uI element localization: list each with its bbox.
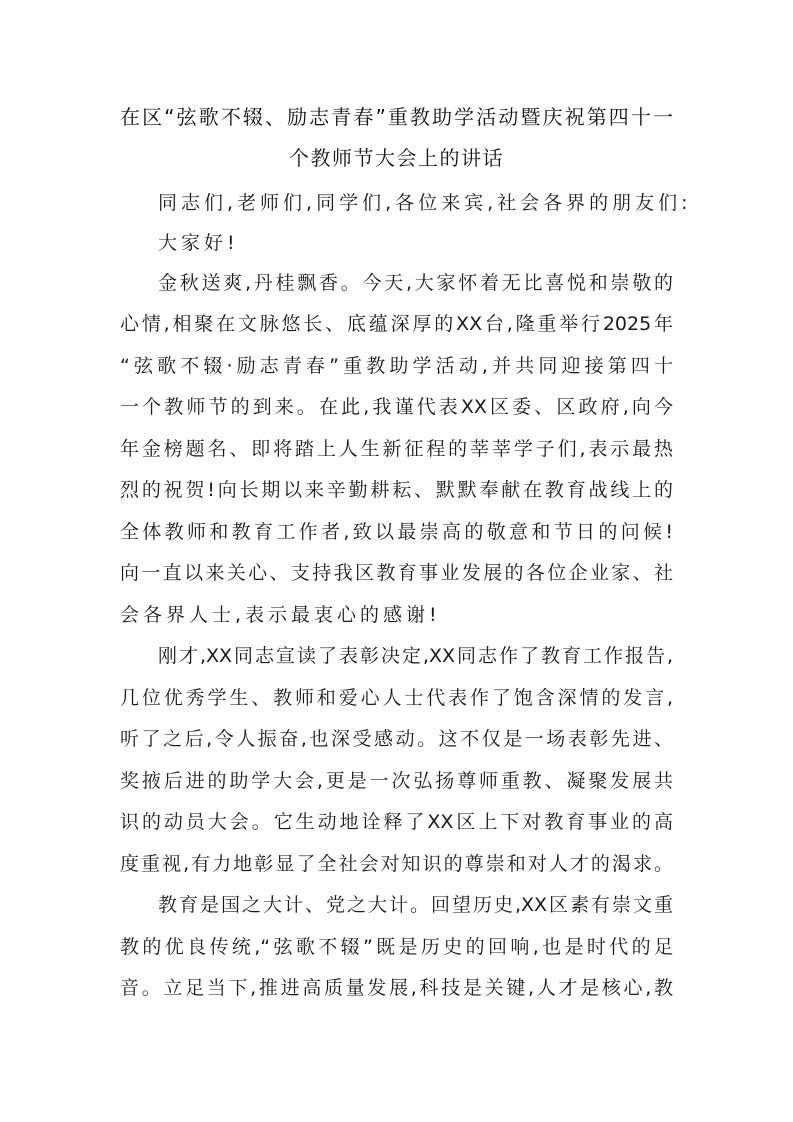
paragraph-line: 教育是国之大计、党之大计。回望历史,XX区素有崇文重 xyxy=(158,894,673,916)
paragraph-line: 心情,相聚在文脉悠长、底蕴深厚的XX台,隆重举行2025年 xyxy=(120,313,673,335)
document-title-line-1: 在区“弦歌不辍、励志青春”重教助学活动暨庆祝第四十一 xyxy=(120,105,673,129)
paragraph-line: 奖掖后进的助学大会,更是一次弘扬尊师重教、凝聚发展共 xyxy=(120,770,673,792)
paragraph-line: 金秋送爽,丹桂飘香。今天,大家怀着无比喜悦和崇敬的 xyxy=(158,272,673,294)
paragraph-line: “弦歌不辍·励志青春”重教助学活动,并共同迎接第四十 xyxy=(120,355,673,377)
paragraph-line: 烈的祝贺!向长期以来辛勤耕耘、默默奉献在教育战线上的 xyxy=(120,479,673,501)
greeting-line: 大家好! xyxy=(158,232,239,254)
paragraph-line: 刚才,XX同志宣读了表彰决定,XX同志作了教育工作报告, xyxy=(158,645,673,667)
document-title-line-2: 个教师节大会上的讲话 xyxy=(289,146,504,170)
paragraph-line: 音。立足当下,推进高质量发展,科技是关键,人才是核心,教 xyxy=(120,977,673,999)
paragraph-line: 全体教师和教育工作者,致以最崇高的敬意和节日的问候! xyxy=(120,521,673,543)
paragraph-line: 年金榜题名、即将踏上人生新征程的莘莘学子们,表示最热 xyxy=(120,438,673,460)
paragraph-line: 度重视,有力地彰显了全社会对知识的尊崇和对人才的渴求。 xyxy=(120,853,673,875)
paragraph-line: 向一直以来关心、支持我区教育事业发展的各位企业家、社 xyxy=(120,562,673,584)
paragraph-line: 教的优良传统,“弦歌不辍”既是历史的回响,也是时代的足 xyxy=(120,936,673,958)
paragraph-line: 识的动员大会。它生动地诠释了XX区上下对教育事业的高 xyxy=(120,811,673,833)
salutation-line: 同志们,老师们,同学们,各位来宾,社会各界的朋友们: xyxy=(158,192,692,214)
paragraph-line: 一个教师节的到来。在此,我谨代表XX区委、区政府,向今 xyxy=(120,396,673,418)
paragraph-line: 几位优秀学生、教师和爱心人士代表作了饱含深情的发言, xyxy=(120,687,673,709)
paragraph-line: 听了之后,令人振奋,也深受感动。这不仅是一场表彰先进、 xyxy=(120,728,673,750)
paragraph-line: 会各界人士,表示最衷心的感谢! xyxy=(120,604,441,626)
